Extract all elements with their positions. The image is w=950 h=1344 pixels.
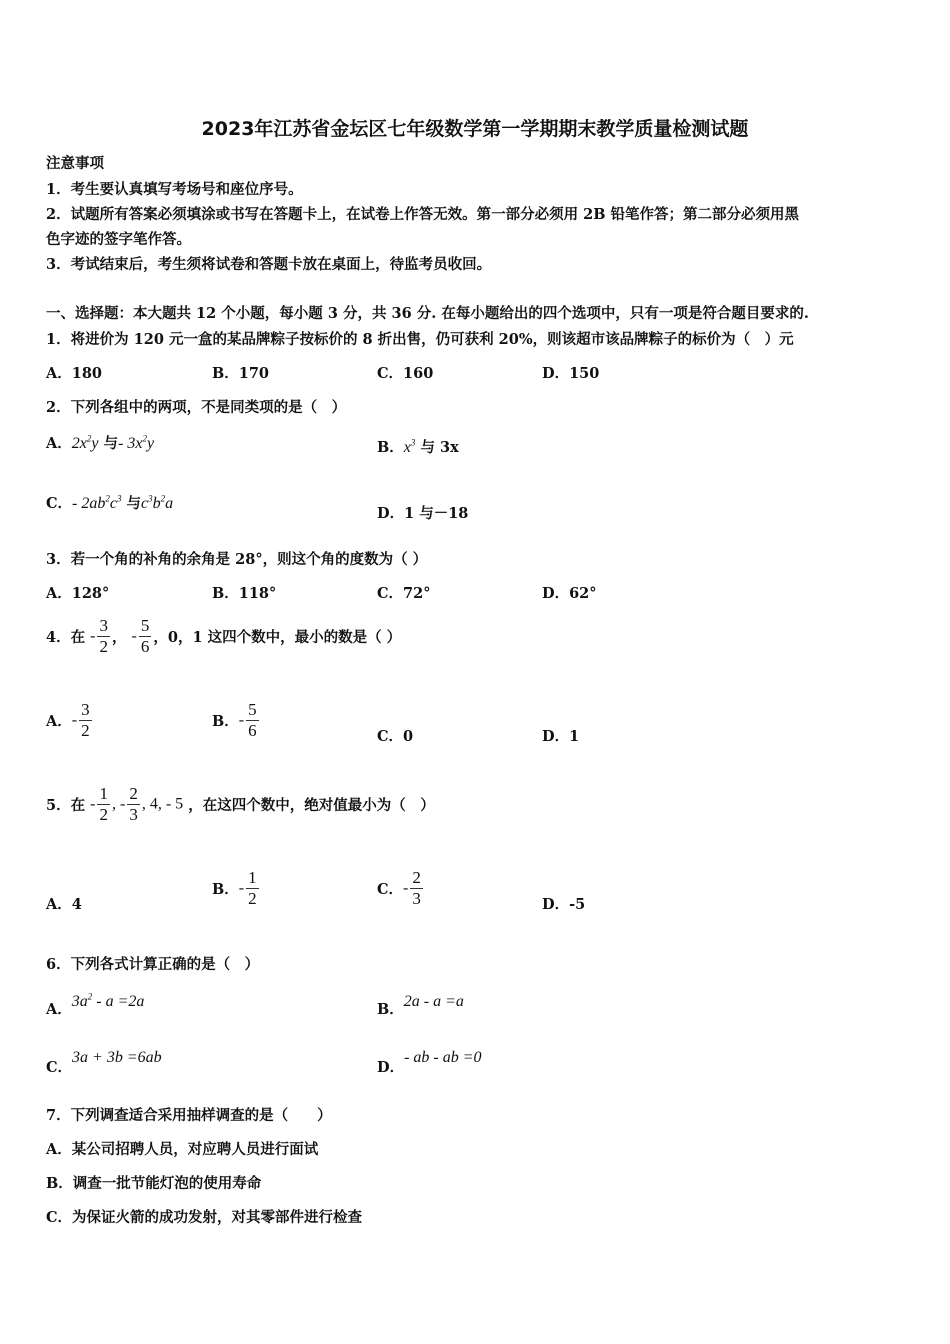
- q6-option-a: [46, 990, 145, 1018]
- q7-option-c: C．为保证火箭的成功发射，对其零部件进行检查: [46, 1209, 363, 1226]
- q3-option-a: A．128°: [46, 585, 110, 602]
- fraction: $\frac{1}{2}$: [248, 868, 257, 908]
- question-5-stem: [46, 784, 435, 825]
- q4-option-c: C．0: [377, 728, 414, 745]
- question-4-stem: [46, 616, 401, 657]
- option-label: A．: [46, 1001, 72, 1018]
- conjunction-text: 与: [103, 435, 119, 452]
- q7-option-a: A．某公司招聘人员，对应聘人员进行面试: [46, 1141, 319, 1158]
- minus-sign: -: [403, 879, 409, 897]
- fraction: $\frac{3}{2}$: [81, 700, 90, 740]
- option-label: C．: [46, 495, 73, 512]
- q2-option-d: D．1 与－18: [377, 505, 469, 522]
- q2-option-b: [377, 436, 459, 457]
- q4-option-d: D．1: [542, 728, 580, 745]
- question-2-stem: 2．下列各组中的两项，不是同类项的是（ ）: [46, 399, 347, 416]
- math-expression: $3a^2 - a =2a$: [71, 991, 145, 1010]
- number-list: , 4, - 5: [141, 795, 184, 813]
- math-expression: $c^3b^2a$: [141, 493, 174, 512]
- minus-sign: -: [90, 795, 96, 813]
- q3-option-b: B．118°: [212, 585, 277, 602]
- question-suffix: ，在这四个数中，绝对值最小为（ ）: [188, 797, 435, 814]
- q5-option-b: [212, 868, 261, 909]
- math-expression: - ab - ab =0: [404, 1049, 482, 1066]
- option-label: C．: [46, 1059, 73, 1076]
- question-7-stem: 7．下列调查适合采用抽样调查的是（ ）: [46, 1107, 332, 1124]
- fraction: $\frac{3}{2}$: [99, 616, 108, 656]
- option-text: 与 3x: [420, 439, 459, 456]
- option-label: B．: [212, 881, 239, 898]
- option-label: A．: [46, 713, 72, 730]
- question-6-stem: 6．下列各式计算正确的是（ ）: [46, 956, 260, 973]
- q7-option-b: B．调查一批节能灯泡的使用寿命: [46, 1175, 262, 1192]
- question-1-stem: 1．将进价为 120 元一盒的某品牌粽子按标价的 8 折出售，仍可获利 20%，则该超市该品牌粽子的标价为（ ）元: [46, 331, 794, 348]
- q1-option-d: D．150: [542, 365, 600, 382]
- option-label: B．: [377, 439, 404, 456]
- page-title: 2023年江苏省金坛区七年级数学第一学期期末教学质量检测试题: [201, 118, 749, 140]
- note-item: 1．考生要认真填写考场号和座位序号。: [46, 181, 303, 198]
- q5-option-a: A．4: [46, 896, 82, 913]
- separator: , -: [111, 795, 126, 813]
- q1-option-c: C．160: [377, 365, 434, 382]
- option-label: A．: [46, 435, 72, 452]
- fraction: $\frac{5}{6}$: [248, 700, 257, 740]
- question-suffix: ，0，1 这四个数中，最小的数是（ ）: [153, 629, 402, 646]
- option-label: B．: [212, 713, 239, 730]
- separator: ，: [111, 629, 127, 646]
- math-expression: 3a + 3b =6ab: [72, 1049, 162, 1066]
- fraction: $\frac{2}{3}$: [129, 784, 138, 824]
- math-expression: $2x^2y$: [71, 433, 99, 452]
- q2-option-a: [46, 432, 154, 453]
- option-label: C．: [377, 881, 404, 898]
- q4-option-b: [212, 700, 261, 741]
- fraction: $\frac{1}{2}$: [99, 784, 108, 824]
- minus-sign: -: [238, 879, 245, 897]
- q5-option-c: [377, 868, 425, 909]
- math-expression: 2a - a =a: [403, 993, 464, 1010]
- minus-sign: -: [238, 711, 245, 729]
- note-item: 色字迹的签字笔作答。: [46, 231, 191, 248]
- section-heading: 一、选择题：本大题共 12 个小题，每小题 3 分，共 36 分. 在每小题给出的四个选项中，只有一项是符合题目要求的.: [46, 305, 809, 322]
- q1-option-a: A．180: [46, 365, 103, 382]
- option-label: B．: [377, 1001, 404, 1018]
- conjunction-text: 与: [126, 495, 142, 512]
- question-prefix: 4．在: [46, 629, 86, 646]
- option-label: D．: [377, 1059, 405, 1076]
- math-expression: - $3x^2y$: [118, 433, 155, 452]
- minus-sign: -: [71, 711, 78, 729]
- note-item: 2．试题所有答案必须填涂或书写在答题卡上，在试卷上作答无效。第一部分必须用 2B 铅笔作答；第二部分必须用黑: [46, 206, 800, 223]
- q3-option-d: D．62°: [542, 585, 597, 602]
- q6-option-b: [377, 990, 464, 1018]
- math-expression: - $2ab^2c^3$: [72, 493, 122, 512]
- note-item: 3．考试结束后，考生须将试卷和答题卡放在桌面上，待监考员收回。: [46, 256, 492, 273]
- q3-option-c: C．72°: [377, 585, 431, 602]
- notes-heading: 注意事项: [46, 155, 104, 172]
- q6-option-d: [377, 1046, 482, 1076]
- fraction: $\frac{5}{6}$: [140, 616, 150, 656]
- question-prefix: 5．在: [46, 797, 86, 814]
- q6-option-c: [46, 1046, 162, 1076]
- question-3-stem: 3．若一个角的补角的余角是 28°，则这个角的度数为（ ）: [46, 551, 428, 568]
- math-expression: $x^3$: [403, 437, 416, 456]
- minus-sign: -: [131, 627, 137, 645]
- q4-option-a: [46, 700, 94, 741]
- fraction: $\frac{2}{3}$: [412, 868, 421, 908]
- q5-option-d: D．-5: [542, 896, 586, 913]
- q1-option-b: B．170: [212, 365, 270, 382]
- q2-option-c: [46, 492, 173, 513]
- minus-sign: -: [90, 627, 96, 645]
